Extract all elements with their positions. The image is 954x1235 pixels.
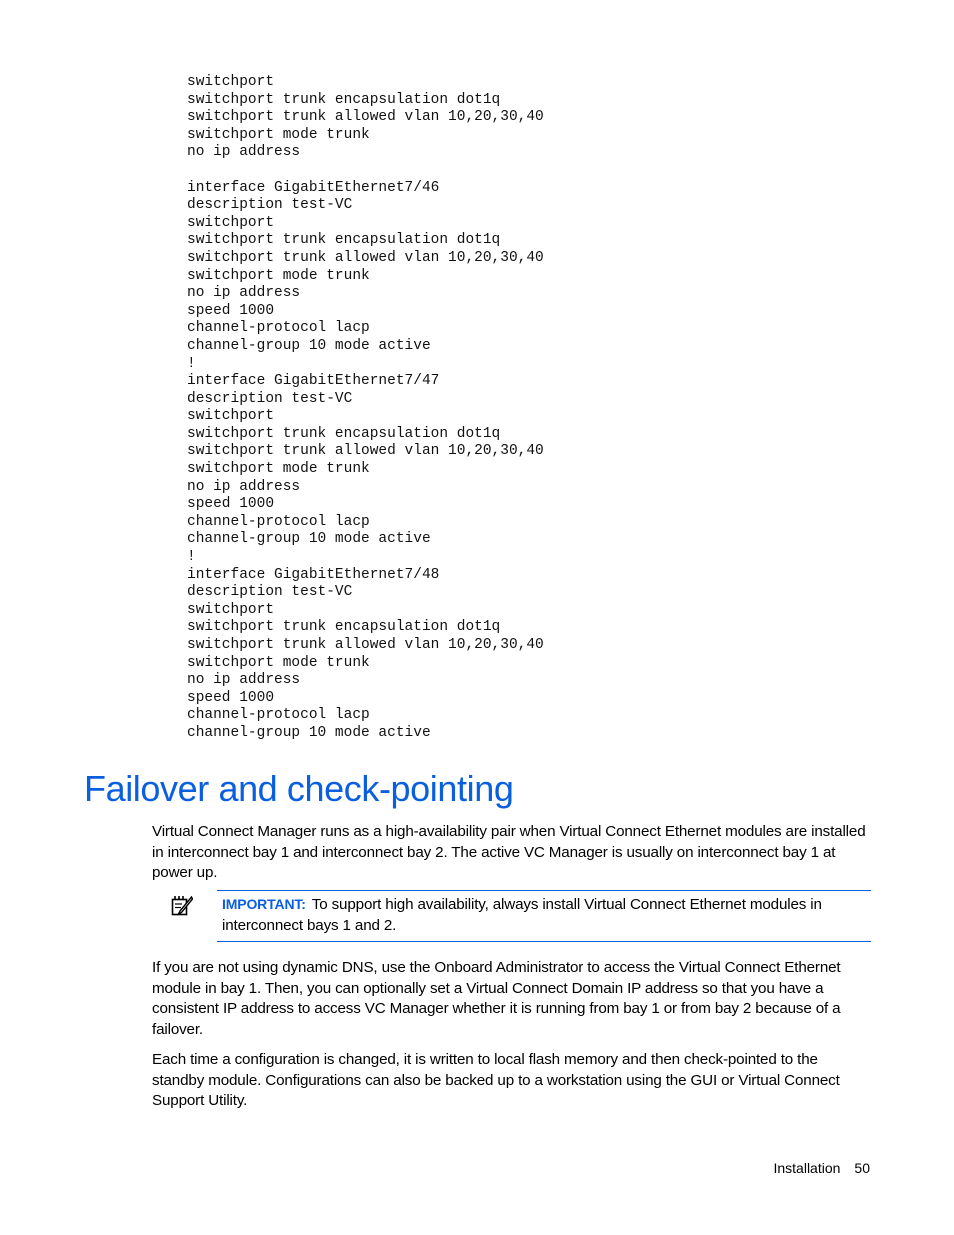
code-line: !: [187, 549, 196, 566]
code-line: no ip address: [187, 144, 301, 161]
code-line: switchport: [187, 214, 275, 231]
code-line: switchport trunk encapsulation dot1q: [187, 619, 501, 636]
dns-paragraph: If you are not using dynamic DNS, use the Onboard Administrator to access the Virtual Connect Ethernet module in bay 1. Then, you can optionally set a Virtual Connect Domain IP address so that you have a consistent IP address to access VC Manager whether it is running from bay 1 or from bay 2 because of a failover.: [152, 959, 841, 1038]
code-line: interface GigabitEthernet7/46: [187, 179, 440, 196]
code-block: [187, 74, 544, 743]
important-label: IMPORTANT:: [222, 896, 306, 912]
checkpoint-paragraph: Each time a configuration is changed, it is written to local flash memory and then check-pointed to the standby module. Configurations can also be backed up to a workstation using the GUI or Virtual Connect Support Utility.: [152, 1051, 840, 1110]
code-line: switchport trunk encapsulation dot1q: [187, 425, 501, 442]
code-line: channel-protocol lacp: [187, 513, 370, 530]
code-line: switchport mode trunk: [187, 126, 370, 143]
code-line: speed 1000: [187, 496, 275, 513]
code-line: switchport mode trunk: [187, 267, 370, 284]
code-line: description test-VC: [187, 197, 353, 214]
code-line: no ip address: [187, 285, 301, 302]
code-line: switchport trunk allowed vlan 10,20,30,40: [187, 109, 544, 126]
code-line: description test-VC: [187, 390, 353, 407]
code-line: description test-VC: [187, 584, 353, 601]
page-number: 50: [854, 1160, 870, 1176]
important-note-body: [222, 894, 862, 936]
code-line: switchport trunk allowed vlan 10,20,30,40: [187, 637, 544, 653]
code-line: switchport trunk encapsulation dot1q: [187, 91, 501, 108]
code-line: channel-protocol lacp: [187, 320, 370, 337]
section-title: Failover and check-pointing: [84, 768, 514, 809]
important-note: [217, 890, 871, 942]
important-note-text: To support high availability, always install Virtual Connect Ethernet modules in interconnect bays 1 and 2.: [222, 896, 822, 934]
code-line: speed 1000: [187, 689, 275, 706]
code-line: speed 1000: [187, 302, 275, 319]
code-line: switchport mode trunk: [187, 654, 370, 671]
code-line: channel-protocol lacp: [187, 707, 370, 724]
intro-paragraph: Virtual Connect Manager runs as a high-availability pair when Virtual Connect Ethernet modules are installed in interconnect bay 1 and interconnect bay 2. The active VC Manager is usually on interconnect bay 1 at power up.: [152, 823, 866, 882]
code-line: channel-group 10 mode active: [187, 724, 431, 741]
code-line: [187, 162, 544, 180]
code-line: switchport mode trunk: [187, 461, 370, 478]
code-line: channel-group 10 mode active: [187, 531, 431, 548]
code-line: switchport: [187, 74, 275, 90]
code-line: switchport trunk allowed vlan 10,20,30,40: [187, 249, 544, 266]
code-line: interface GigabitEthernet7/48: [187, 566, 440, 583]
code-line: !: [187, 355, 196, 372]
code-line: no ip address: [187, 478, 301, 495]
code-line: switchport trunk encapsulation dot1q: [187, 232, 501, 249]
code-line: switchport: [187, 601, 275, 618]
important-note-icon: [171, 894, 193, 916]
page-footer: [773, 1158, 870, 1178]
code-line: interface GigabitEthernet7/47: [187, 373, 440, 390]
code-line: switchport: [187, 408, 275, 425]
footer-section-name: Installation: [773, 1160, 841, 1176]
code-line: channel-group 10 mode active: [187, 337, 431, 354]
code-line: switchport trunk allowed vlan 10,20,30,40: [187, 443, 544, 460]
code-line: no ip address: [187, 672, 301, 689]
